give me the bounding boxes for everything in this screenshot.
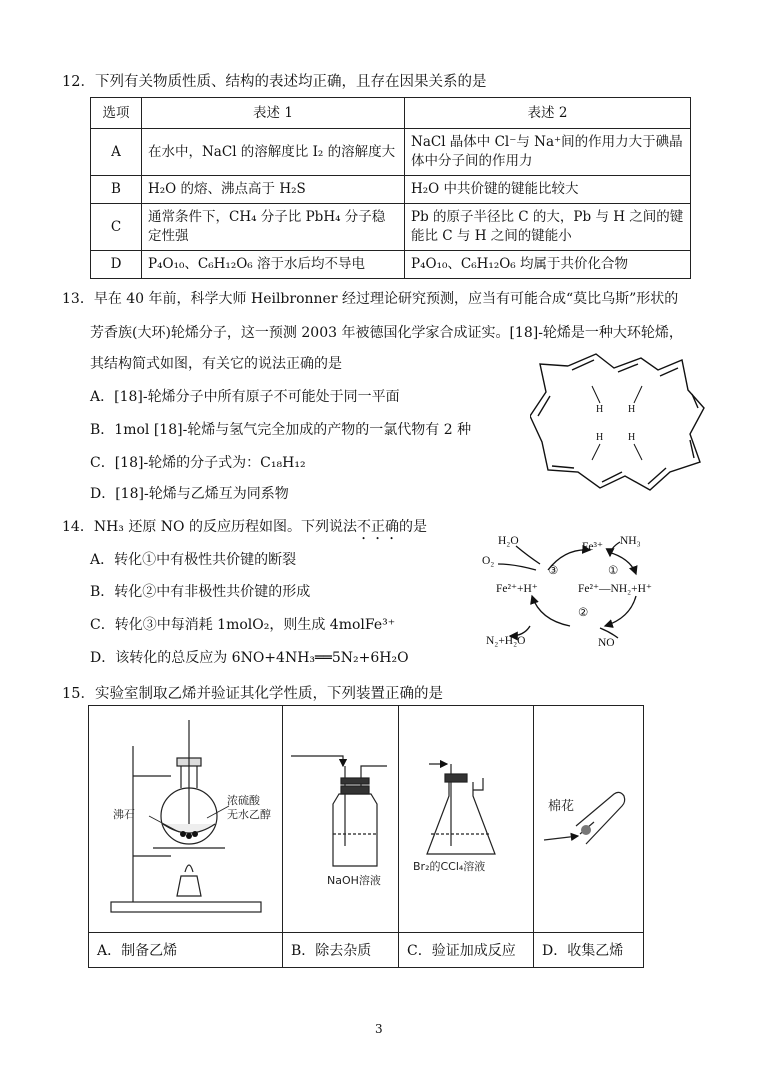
q13-line3: 其结构简式如图，有关它的说法正确的是 — [90, 356, 342, 372]
q12-statement1: H₂O 的熔、沸点高于 H₂S — [142, 176, 405, 204]
nh3-label: NH₃ — [620, 535, 641, 547]
gas-washing-bottle — [283, 706, 398, 928]
step3-label: ③ — [548, 565, 559, 577]
q13-line1: 13．早在 40 年前，科学大师 Heilbronner 经过理论研究预测，应当有可能合成“莫比乌斯”形状的 — [62, 291, 679, 307]
q12-title: 12．下列有关物质性质、结构的表述均正确，且存在因果关系的是 — [62, 74, 487, 90]
q13-choice-c: C．[18]-轮烯的分子式为：C₁₈H₁₂ — [90, 455, 306, 471]
boiling-stone-label: 沸石 — [113, 808, 135, 821]
no-label: NO — [598, 637, 615, 649]
q12-option: A — [91, 129, 142, 176]
q13-choice-a: A．[18]-轮烯分子中所有原子不可能处于同一平面 — [90, 389, 400, 405]
fe3-label: Fe³⁺ — [582, 541, 604, 553]
n2-h2o-label: N₂+H₂O — [486, 635, 526, 647]
q12-option: D — [91, 251, 142, 279]
page-number: 3 — [375, 1022, 383, 1036]
q14-title — [62, 516, 427, 543]
q12-header-statement1: 表述 1 — [142, 98, 405, 129]
q15-image-row — [89, 706, 644, 933]
caption-c: C．验证加成反应 — [399, 933, 534, 968]
apparatus-c-cell — [399, 706, 534, 933]
inner-h-2: H — [628, 404, 636, 415]
q14-choice-c: C．转化③中每消耗 1molO₂，则生成 4molFe³⁺ — [90, 617, 396, 633]
q14-choice-d: D．该转化的总反应为 6NO+4NH₃══5N₂+6H₂O — [90, 650, 409, 666]
naoh-label: NaOH溶液 — [327, 874, 381, 887]
q12-option: B — [91, 176, 142, 204]
step2-label: ② — [578, 607, 589, 619]
apparatus-a-cell — [89, 706, 283, 933]
q14-title-pre: 14．NH₃ 还原 NO 的反应历程如图。下列说法 — [62, 519, 357, 535]
q14-title-emphasis: 不正确 — [356, 519, 399, 535]
q12-row-c — [91, 204, 691, 251]
q12-statement2: Pb 的原子半径比 C 的大，Pb 与 H 之间的键能比 C 与 H 之间的键能小 — [405, 204, 691, 251]
apparatus-d-cell — [534, 706, 644, 933]
q12-header-row — [91, 98, 691, 129]
q12-row-a — [91, 129, 691, 176]
q12-table — [90, 97, 691, 279]
q12-statement1: 在水中，NaCl 的溶解度比 I₂ 的溶解度大 — [142, 129, 405, 176]
right-species-label: Fe²⁺—NH₂+H⁺ — [578, 583, 652, 595]
caption-a: A．制备乙烯 — [89, 933, 283, 968]
conical-flask-apparatus — [399, 706, 533, 928]
q12-row-d — [91, 251, 691, 279]
q15-apparatus-table — [88, 705, 644, 968]
apparatus-b-cell — [283, 706, 399, 933]
inner-h-1: H — [596, 404, 604, 415]
br2-label: Br₂的CCl₄溶液 — [413, 860, 486, 873]
ethylene-preparation-apparatus — [89, 706, 282, 928]
q13-choice-d: D．[18]-轮烯与乙烯互为同系物 — [90, 486, 289, 502]
q12-statement1: P₄O₁₀、C₆H₁₂O₆ 溶于水后均不导电 — [142, 251, 405, 279]
q14-title-post: 的是 — [398, 519, 427, 535]
q12-statement2: NaCl 晶体中 Cl⁻与 Na⁺间的作用力大于碘晶体中分子间的作用力 — [405, 129, 691, 176]
q13-line2: 芳香族(大环)轮烯分子，这一预测 2003 年被德国化学家合成证实。[18]-轮烯是一种大环轮烯， — [90, 325, 683, 341]
q14-choice-a: A．转化①中有极性共价键的断裂 — [90, 552, 297, 568]
collection-tube-apparatus — [534, 706, 643, 928]
inner-h-4: H — [628, 432, 636, 443]
caption-b: B．除去杂质 — [283, 933, 399, 968]
q12-header-option: 选项 — [91, 98, 142, 129]
caption-d: D．收集乙烯 — [534, 933, 644, 968]
acid-label-2: 无水乙醇 — [227, 808, 271, 821]
acid-label-1: 浓硫酸 — [227, 794, 260, 807]
q12-header-statement2: 表述 2 — [405, 98, 691, 129]
q15-caption-row — [89, 933, 644, 968]
q12-option: C — [91, 204, 142, 251]
annulene-structure-diagram — [530, 348, 705, 496]
q13-choice-b: B．1mol [18]-轮烯与氢气完全加成的产物的一氯代物有 2 种 — [90, 422, 472, 438]
q14-choice-b: B．转化②中有非极性共价键的形成 — [90, 584, 311, 600]
left-species-label: Fe²⁺+H⁺ — [496, 583, 538, 595]
q12-statement2: P₄O₁₀、C₆H₁₂O₆ 均属于共价化合物 — [405, 251, 691, 279]
q12-row-b — [91, 176, 691, 204]
o2-label: O₂ — [482, 555, 495, 567]
cotton-label: 棉花 — [548, 799, 575, 814]
q12-statement2: H₂O 中共价键的键能比较大 — [405, 176, 691, 204]
q12-statement1: 通常条件下，CH₄ 分子比 PbH₄ 分子稳定性强 — [142, 204, 405, 251]
h2o-label: H₂O — [498, 535, 519, 547]
reaction-cycle-diagram — [470, 528, 700, 656]
q15-title: 15．实验室制取乙烯并验证其化学性质，下列装置正确的是 — [62, 686, 443, 702]
inner-h-3: H — [596, 432, 604, 443]
step1-label: ① — [608, 565, 619, 577]
